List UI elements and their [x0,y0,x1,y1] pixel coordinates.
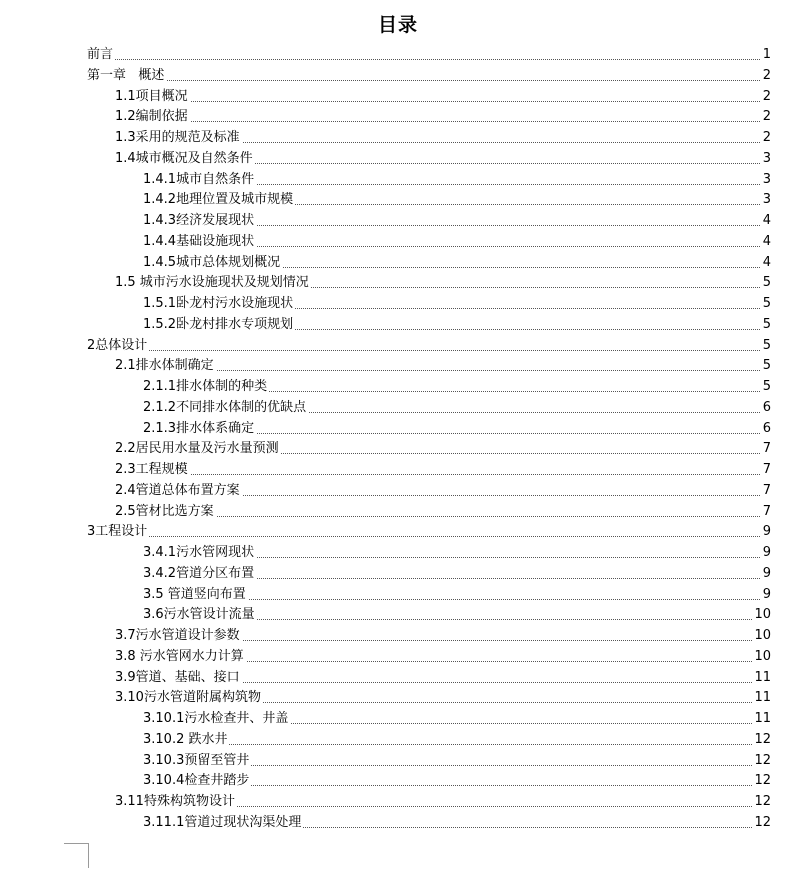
toc-page-number: 12 [752,751,771,771]
dot-leader [115,121,760,122]
toc-page-number: 3 [761,190,771,210]
toc-page-number: 4 [761,253,771,273]
toc-entry[interactable] [0,647,796,667]
toc-entry-text: 1.5 城市污水设施现状及规划情况 [115,273,311,293]
toc-entry-text: 3.6污水管设计流量 [143,605,257,625]
toc-entry-text: 2.1.3排水体系确定 [143,419,256,439]
toc-title: 目录 [377,14,418,36]
toc-entry[interactable] [0,543,796,563]
toc-entry-text: 2.4管道总体布置方案 [115,481,242,501]
toc-entry-text: 3.9管道、基础、接口 [115,668,242,688]
toc-entry[interactable] [0,149,796,169]
toc-entry[interactable] [0,107,796,127]
toc-entry-text: 前言 [87,45,115,65]
toc-entry[interactable] [0,626,796,646]
toc-page-number: 11 [752,688,771,708]
toc-entry-text: 1.4.3经济发展现状 [143,211,256,231]
toc-entry[interactable] [0,398,796,418]
toc-page-number: 4 [761,211,771,231]
toc-page-number: 5 [761,273,771,293]
toc-page-number: 10 [752,647,771,667]
toc-entry-text: 2.1排水体制确定 [115,356,216,376]
toc-page-number: 1 [761,45,771,65]
toc-page-number: 12 [752,771,771,791]
toc-entry-text: 2.2居民用水量及污水量预测 [115,439,281,459]
toc-entry-text: 2总体设计 [87,336,149,356]
toc-entry-text: 3.7污水管道设计参数 [115,626,242,646]
toc-entry-text: 1.4.1城市自然条件 [143,170,256,190]
toc-page-number: 7 [761,481,771,501]
toc-page-number: 12 [752,813,771,833]
toc-entry-text: 3.10.4检查井踏步 [143,771,251,791]
toc-entry[interactable] [0,170,796,190]
toc-entry-text: 2.3工程规模 [115,460,190,480]
toc-entry[interactable] [0,45,796,65]
toc-entry-text: 2.1.2不同排水体制的优缺点 [143,398,308,418]
toc-entry[interactable] [0,273,796,293]
dot-leader [143,744,760,745]
toc-entry-text: 1.5.2卧龙村排水专项规划 [143,315,295,335]
toc-entry[interactable] [0,502,796,522]
toc-entry[interactable] [0,605,796,625]
toc-page-number: 2 [761,87,771,107]
toc-entry-text: 2.1.1排水体制的种类 [143,377,269,397]
toc-entry-text: 3.11特殊构筑物设计 [115,792,237,812]
toc-page-number: 11 [752,668,771,688]
toc-page-number: 5 [761,377,771,397]
toc-entry-text: 3.10.1污水检查井、井盖 [143,709,290,729]
toc-entry[interactable] [0,377,796,397]
toc-entry[interactable] [0,253,796,273]
toc-entry[interactable] [0,522,796,542]
toc-page-number: 7 [761,502,771,522]
toc-page-number: 9 [761,564,771,584]
toc-page-number: 7 [761,460,771,480]
toc-page-number: 10 [752,626,771,646]
toc-entry[interactable] [0,813,796,833]
toc-entry[interactable] [0,709,796,729]
toc-page-number: 9 [761,543,771,563]
toc-page-number: 6 [761,419,771,439]
toc-page-number: 5 [761,336,771,356]
toc-entry[interactable] [0,481,796,501]
toc-entry[interactable] [0,336,796,356]
toc-entry-text: 3.4.1污水管网现状 [143,543,256,563]
dot-leader [115,101,760,102]
toc-entry[interactable] [0,87,796,107]
dot-leader [87,59,760,60]
toc-entry[interactable] [0,232,796,252]
toc-page-number: 10 [752,605,771,625]
toc-page-number: 5 [761,315,771,335]
toc-entry-text: 1.4城市概况及自然条件 [115,149,255,169]
toc-entry[interactable] [0,211,796,231]
toc-entry[interactable] [0,668,796,688]
toc-entry[interactable] [0,564,796,584]
toc-entry[interactable] [0,315,796,335]
toc-page-number: 3 [761,149,771,169]
toc-page-number: 2 [761,66,771,86]
toc-page-number: 7 [761,439,771,459]
toc-page-number: 4 [761,232,771,252]
toc-entry[interactable] [0,294,796,314]
toc-entry-text: 1.4.2地理位置及城市规模 [143,190,295,210]
toc-entry-text: 3.11.1管道过现状沟渠处理 [143,813,303,833]
toc-entry-text: 3工程设计 [87,522,149,542]
toc-entry[interactable] [0,792,796,812]
toc-entry-text: 3.4.2管道分区布置 [143,564,256,584]
toc-page-number: 3 [761,170,771,190]
toc-page-number: 12 [752,792,771,812]
toc-entry[interactable] [0,585,796,605]
toc-entry-text: 1.1项目概况 [115,87,190,107]
toc-entry-text: 1.4.5城市总体规划概况 [143,253,282,273]
dot-leader [87,80,760,81]
toc-entry[interactable] [0,439,796,459]
toc-page-number: 12 [752,730,771,750]
toc-entry[interactable] [0,771,796,791]
toc-entry-text: 第一章 概述 [87,66,166,86]
toc-entry-text: 3.10.3预留至管井 [143,751,251,771]
toc-page-number: 2 [761,107,771,127]
toc-entry[interactable] [0,730,796,750]
toc-entry[interactable] [0,356,796,376]
toc-page-number: 2 [761,128,771,148]
toc-entry-text: 3.10.2 跌水井 [143,730,229,750]
dot-leader [87,536,760,537]
toc-entry[interactable] [0,751,796,771]
page-corner-mark [64,843,89,868]
toc-entry-text: 2.5管材比选方案 [115,502,216,522]
toc-page-number: 11 [752,709,771,729]
toc-page-number: 9 [761,585,771,605]
toc-page-number: 5 [761,294,771,314]
toc-entry[interactable] [0,688,796,708]
toc-entry[interactable] [0,419,796,439]
toc-entry[interactable] [0,128,796,148]
toc-entry-text: 1.5.1卧龙村污水设施现状 [143,294,295,314]
toc-page-number: 6 [761,398,771,418]
toc-entry-text: 3.5 管道竖向布置 [143,585,248,605]
toc-page-number: 5 [761,356,771,376]
dot-leader [115,474,760,475]
toc-entry-text: 3.10污水管道附属构筑物 [115,688,263,708]
toc-entry[interactable] [0,460,796,480]
toc-entry-text: 1.3采用的规范及标准 [115,128,242,148]
toc-page-number: 9 [761,522,771,542]
toc-entry-text: 3.8 污水管网水力计算 [115,647,246,667]
dot-leader [87,350,760,351]
toc-entry[interactable] [0,66,796,86]
toc-entry-text: 1.4.4基础设施现状 [143,232,256,252]
toc-entry[interactable] [0,190,796,210]
toc-entry-text: 1.2编制依据 [115,107,190,127]
